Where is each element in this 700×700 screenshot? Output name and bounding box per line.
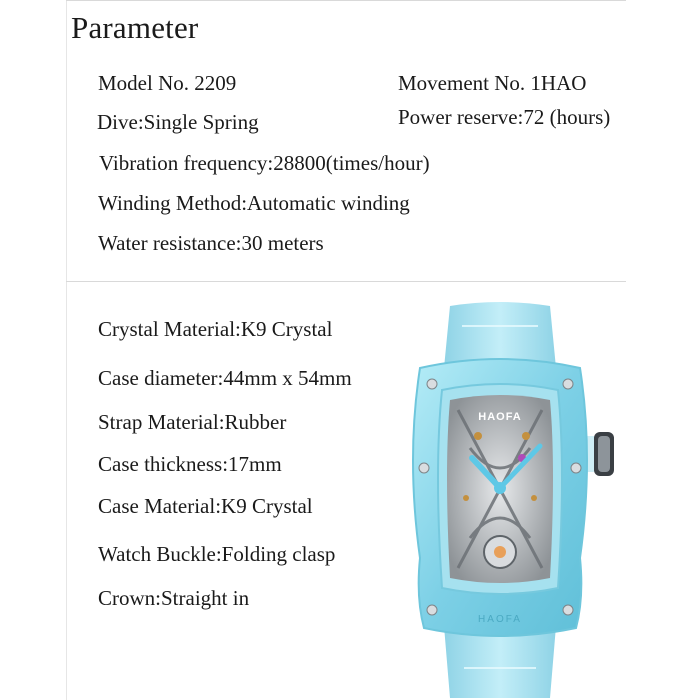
- spec-water-resistance: Water resistance:30 meters: [98, 231, 324, 255]
- spec-crystal-material: Crystal Material:K9 Crystal: [98, 317, 333, 341]
- crown: [584, 432, 614, 476]
- top-divider: [66, 0, 626, 1]
- spec-winding-method: Winding Method:Automatic winding: [98, 191, 410, 215]
- spec-vibration-frequency: Vibration frequency:28800(times/hour): [99, 151, 430, 175]
- spec-case-diameter: Case diameter:44mm x 54mm: [98, 366, 352, 390]
- spec-model-no: Model No. 2209: [98, 71, 237, 95]
- spec-power-reserve: Power reserve:72 (hours): [398, 105, 611, 129]
- spec-case-thickness: Case thickness:17mm: [98, 452, 282, 476]
- spec-watch-buckle: Watch Buckle:Folding clasp: [98, 542, 336, 566]
- case-brand: HAOFA: [478, 614, 522, 625]
- section-divider: [66, 281, 626, 282]
- spec-crown: Crown:Straight in: [98, 586, 250, 610]
- spec-movement-no: Movement No. 1HAO: [398, 71, 587, 95]
- dial-brand: HAOFA: [478, 411, 522, 423]
- spec-case-material: Case Material:K9 Crystal: [98, 494, 313, 518]
- spec-dive: Dive:Single Spring: [97, 110, 259, 134]
- watch-image: [380, 298, 620, 698]
- left-frame-line: [66, 0, 67, 700]
- spec-strap-material: Strap Material:Rubber: [98, 410, 287, 434]
- page-title: Parameter: [71, 10, 199, 45]
